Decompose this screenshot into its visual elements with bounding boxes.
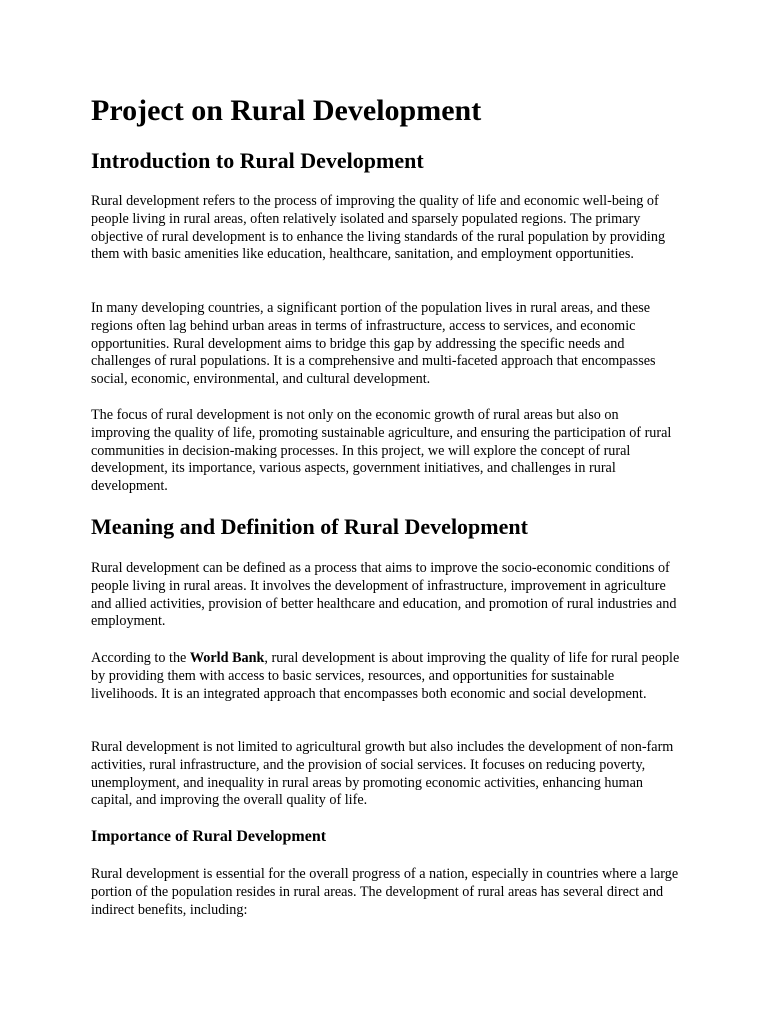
section-heading-importance: Importance of Rural Development [91,828,327,845]
section-heading-meaning: Meaning and Definition of Rural Development [91,514,528,539]
meaning-paragraph-3: Rural development is not limited to agricultural growth but also includes the development of non-farm activities, rural infrastructure, and the provision of social services. It focuses on reducing poverty, unemployment, and inequality in rural areas by promoting economic activities, enhancing human capital, and improving the overall quality of life. [91,739,674,809]
intro-paragraph-3: The focus of rural development is not only on the economic growth of rural areas but also on improving the quality of life, promoting sustainable agriculture, and ensuring the participation of rural communities in decision-making processes. In this project, we will explore the concept of rural development, its importance, various aspects, government initiatives, and challenges in rural development. [91,407,672,495]
importance-paragraph-1: Rural development is essential for the overall progress of a nation, especially in countries where a large portion of the population resides in rural areas. The development of rural areas has several direct and indirect benefits, including: [91,866,679,918]
document-title: Project on Rural Development [91,94,482,127]
meaning-paragraph-2 [91,650,681,703]
section-heading-introduction: Introduction to Rural Development [91,148,424,173]
intro-paragraph-1: Rural development refers to the process of improving the quality of life and economic well-being of people living in rural areas, often relatively isolated and sparsely populated regions. The primary objective of rural development is to enhance the living standards of the rural population by providing them with basic amenities like education, healthcare, sanitation, and employment opportunities. [91,193,666,263]
world-bank-prefix: According to the [91,650,190,666]
intro-paragraph-2: In many developing countries, a significant portion of the population lives in rural areas, and these regions often lag behind urban areas in terms of infrastructure, access to services, and economic opportunities. Rural development aims to bridge this gap by addressing the specific needs and challenges of rural populations. It is a comprehensive and multi-faceted approach that encompasses social, economic, environmental, and cultural development. [91,300,656,388]
world-bank-suffix: , rural development is about improving the quality of life for rural people by providing them with access to basic services, resources, and opportunities for sustainable livelihoods. It is an integrated approach that encompasses both economic and social development. [91,650,680,702]
world-bank-bold: World Bank [189,650,265,666]
meaning-paragraph-1: Rural development can be defined as a process that aims to improve the socio-economic conditions of people living in rural areas. It involves the development of infrastructure, improvement in agriculture and allied activities, provision of better healthcare and education, and promotion of rural industries and employment. [91,560,677,630]
